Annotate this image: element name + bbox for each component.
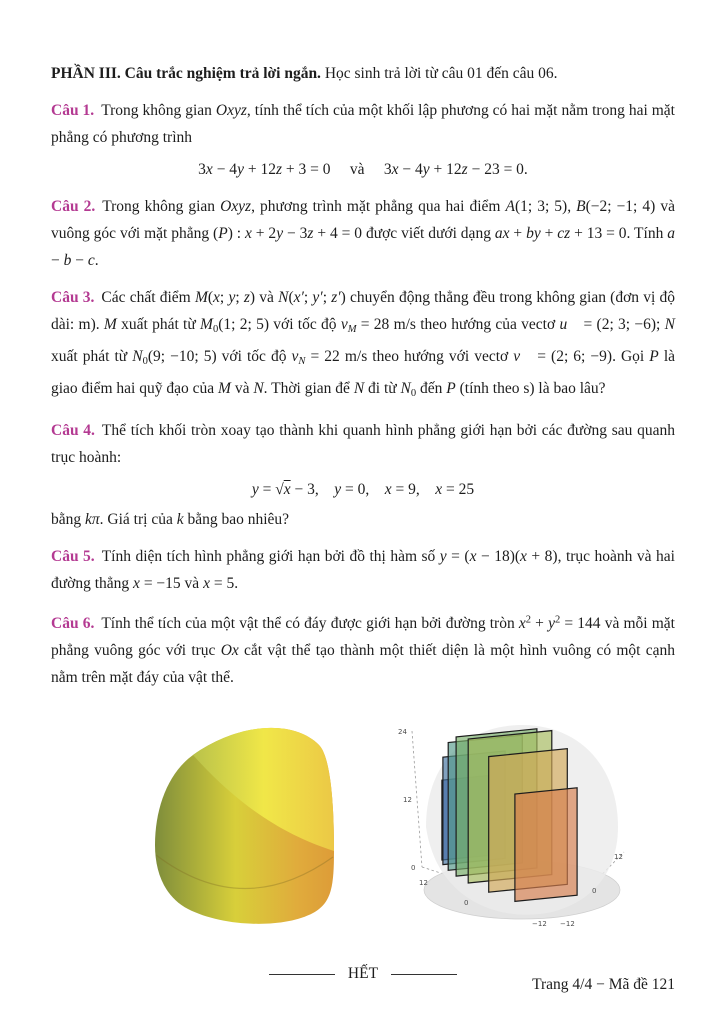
text-run: 3 (383, 161, 392, 178)
text-run: + 12 (243, 161, 276, 178)
question-3 (51, 284, 675, 407)
text-run: và (230, 379, 254, 397)
text-run: Trong không gian (102, 198, 221, 215)
text-run: = 28 m/s theo hướng của vectơ (356, 316, 560, 333)
question-6 (51, 607, 675, 691)
text-run: y (237, 161, 244, 178)
figure-3d-plot (392, 707, 632, 947)
text-run: + 12 (429, 161, 462, 178)
text-run: = (2; 6; −9). Gọi (532, 347, 650, 365)
text-run: x (205, 161, 213, 178)
text-run: bằng (51, 510, 86, 528)
text-run: (1; 2; 5) với tốc độ (218, 316, 341, 333)
text-run: a (667, 225, 675, 242)
text-run: = 0, (341, 480, 385, 498)
question-3-body (51, 289, 675, 397)
page-footer: Trang 4/4 − Mã đề 121 (532, 976, 675, 993)
text-run: , tính thể tích của một khối lập phương có hai mặt nằm trong hai mặt phẳng có phương trình (51, 102, 675, 146)
text-run: Oxyz (220, 198, 252, 215)
question-6-body (51, 615, 675, 686)
text-run: = √ (258, 480, 284, 498)
question-3-label: Câu 3. (51, 289, 95, 306)
text-run: (tính theo s) là bao lâu? (455, 379, 606, 397)
text-run: (9; −10; 5) với tốc độ (147, 347, 292, 365)
text-run: + (540, 225, 558, 242)
text-run: (−2; −1; 4) và vuông góc với mặt phẳng ( (51, 198, 675, 242)
text-run: − (71, 252, 88, 269)
text-run: cz (557, 225, 571, 242)
text-run: − 4 (212, 161, 238, 178)
text-run: y (422, 161, 430, 178)
text-run: by (526, 225, 541, 242)
text-run: = −15 và (139, 574, 204, 592)
text-run: . (94, 252, 99, 269)
text-run: + 8), trục hoành và hai đường thẳng (51, 547, 675, 592)
text-run: M (200, 316, 213, 333)
x-tick-m12: −12 (560, 920, 575, 929)
text-run: + (509, 225, 527, 242)
text-run: ( (207, 289, 214, 306)
text-run: 2 (554, 614, 561, 626)
text-run: x (469, 547, 477, 565)
y-tick-m12: −12 (532, 920, 547, 929)
text-run: k (176, 510, 184, 528)
text-run: xuất phát từ (116, 316, 201, 333)
text-run: Trong không gian (101, 102, 216, 119)
end-marker-label: HẾT (347, 965, 379, 983)
text-run: − (51, 252, 64, 269)
question-1-label: Câu 1. (51, 102, 95, 119)
text-run: = 25 (442, 480, 475, 498)
text-run: 2 (525, 614, 532, 626)
question-4-continuation (51, 506, 675, 533)
text-run: − 3 (283, 225, 308, 242)
text-run: Ox (220, 642, 239, 660)
text-run: x (283, 480, 291, 498)
text-run: x (203, 574, 210, 592)
x-tick-12: 12 (614, 853, 623, 862)
cross-section-planes (442, 729, 577, 902)
text-run: , phương trình mặt phẳng qua hai điểm (251, 198, 506, 215)
end-rule-right (391, 974, 457, 975)
question-6-label: Câu 6. (51, 615, 95, 633)
text-run: x′ (293, 289, 304, 306)
text-run: M (103, 316, 117, 333)
question-4-equation (51, 476, 675, 503)
question-5-body (51, 548, 675, 592)
text-run: N (400, 379, 411, 397)
text-run: Tính diện tích hình phẳng giới hạn bởi đồ thị hàm số (101, 547, 440, 565)
text-run: + 3 = 0 (282, 161, 331, 178)
text-run: . Giá trị của (99, 510, 177, 528)
question-4-body (51, 422, 675, 466)
text-run: 0 (212, 323, 219, 335)
question-1 (51, 97, 675, 151)
text-run: 0 (142, 355, 148, 367)
text-run: y (228, 289, 236, 306)
text-run: v (340, 316, 348, 333)
text-run: y (276, 225, 284, 242)
text-run: . Thời gian để (263, 379, 354, 397)
text-run: = ( (446, 547, 470, 565)
text-run: N (278, 289, 289, 306)
text-run: A (505, 198, 515, 215)
text-run: = 9, (391, 480, 436, 498)
text-run: x (384, 480, 392, 498)
text-run: đến (416, 379, 447, 397)
text-run: + 13 = 0. Tính (570, 225, 668, 242)
text-run: + 2 (251, 225, 277, 242)
text-run: N (353, 379, 365, 397)
x-tick-0: 0 (592, 887, 597, 896)
text-run: P (446, 379, 456, 397)
text-run: ) chuyển động thẳng đều trong không gian (đơn vị độ dài: m). (51, 289, 675, 333)
text-run: z (461, 161, 468, 178)
text-run: y (251, 480, 259, 498)
text-run: (1; 3; 5), (514, 198, 577, 215)
text-run: − 18)( (476, 547, 521, 565)
text-run: Tính thể tích của một vật thể có đáy được giới hạn bởi đường tròn (101, 615, 519, 633)
section-header (51, 60, 675, 87)
question-2 (51, 193, 675, 274)
figure-row (143, 713, 675, 947)
text-run: Oxyz (215, 102, 247, 119)
end-rule-left (269, 974, 335, 975)
text-run: y (334, 480, 342, 498)
y-tick-12: 12 (419, 879, 428, 888)
text-run: x (435, 480, 443, 498)
text-run: z (275, 161, 282, 178)
text-run: M (218, 379, 231, 397)
text-run: M (194, 289, 208, 306)
text-run: b (63, 252, 72, 269)
text-run: cắt vật thể tạo thành một thiết diện là một hình vuông có một cạnh nằm trên mặt đáy của vật thể. (51, 642, 675, 687)
text-run: ; (235, 289, 244, 306)
text-run: đi từ (364, 379, 401, 397)
z-tick-12: 12 (403, 796, 412, 805)
question-5 (51, 543, 675, 597)
text-run: P (649, 347, 659, 365)
text-run: ; (303, 289, 313, 306)
text-run: x (391, 161, 399, 178)
question-4 (51, 417, 675, 471)
text-run: = 22 m/s theo hướng với vectơ (305, 347, 514, 365)
text-run: ) : (227, 225, 245, 242)
text-run: xuất phát từ (51, 347, 133, 365)
text-run: y (439, 547, 447, 565)
text-run: = (2; 3; −6); (579, 316, 665, 333)
text-run: là giao điểm hai quỹ đạo của (51, 347, 676, 397)
z-tick-24: 24 (398, 728, 407, 737)
text-run: bằng bao nhiêu? (183, 510, 290, 528)
text-run: x (520, 547, 527, 565)
text-run: 3 (198, 161, 206, 178)
text-run: N (253, 379, 264, 397)
text-run: z′ (331, 289, 341, 306)
text-run: − 4 (398, 161, 423, 178)
text-run: − 3, (290, 480, 335, 498)
text-run: ) và (249, 289, 279, 306)
text-run: Các chất điểm (101, 289, 195, 306)
question-5-label: Câu 5. (51, 547, 95, 565)
text-run: = 144 và mỗi mặt phẳng vuông góc với trục (51, 615, 675, 660)
question-2-body (51, 198, 675, 269)
text-run: N (664, 316, 675, 333)
z-axis (412, 731, 422, 867)
text-run: và (330, 161, 384, 178)
text-run: v (291, 347, 299, 365)
text-run: x (518, 615, 526, 633)
text-run: N (132, 347, 143, 365)
text-run: − 23 = 0. (467, 161, 528, 178)
text-run: ; (322, 289, 332, 306)
text-run: kπ (85, 510, 100, 528)
text-run: + (531, 615, 549, 633)
text-run: ( (288, 289, 294, 306)
question-2-label: Câu 2. (51, 198, 96, 215)
question-4-label: Câu 4. (51, 421, 95, 439)
z-tick-0: 0 (411, 864, 416, 873)
text-run: ; (219, 289, 229, 306)
text-run: z (243, 289, 250, 306)
text-run: P (218, 225, 228, 242)
text-run: x (244, 225, 252, 242)
text-run: = 5. (209, 574, 239, 592)
figure-yellow-solid (143, 713, 346, 938)
question-1-body (51, 102, 675, 146)
text-run: v⃗ (513, 347, 533, 365)
section-header-title: PHẦN III. Câu trắc nghiệm trả lời ngắn. (51, 65, 321, 82)
text-run: y (548, 615, 555, 633)
text-run: y′ (312, 289, 323, 306)
cross-section-plane (515, 788, 577, 902)
text-run: Thể tích khối tròn xoay tạo thành khi quanh hình phẳng giới hạn bởi các đường sau quanh trục hoành: (51, 421, 675, 466)
text-run: z (307, 225, 314, 242)
section-header-subtitle: Học sinh trả lời từ câu 01 đến câu 06. (320, 65, 558, 82)
text-run: x (213, 289, 220, 306)
y-tick-0: 0 (464, 899, 469, 908)
text-run: B (576, 198, 586, 215)
question-1-equation (51, 156, 675, 183)
text-run: c (87, 252, 95, 269)
text-run: M (347, 323, 357, 335)
text-run: x (133, 574, 140, 592)
text-run: N (298, 355, 306, 367)
text-run: u⃗ (559, 316, 580, 333)
text-run: ax (494, 225, 510, 242)
text-run: + 4 = 0 được viết dưới dạng (313, 225, 495, 242)
text-run: 0 (410, 387, 417, 399)
